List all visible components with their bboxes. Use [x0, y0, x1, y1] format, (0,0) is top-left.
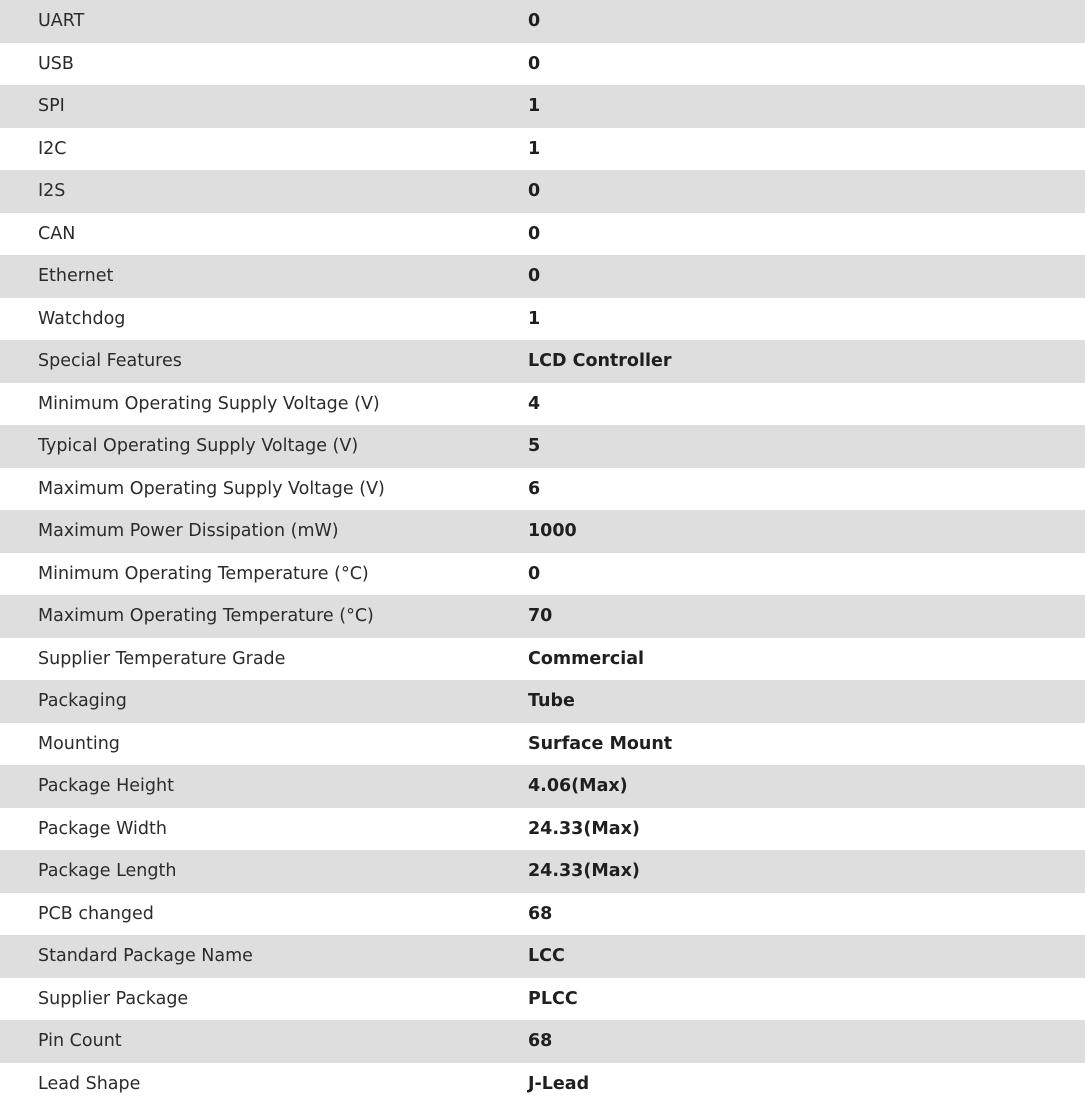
table-row	[0, 383, 1085, 426]
spec-value: Commercial	[528, 638, 1085, 681]
spec-label: Package Length	[0, 850, 528, 893]
spec-value: 1	[528, 85, 1085, 128]
spec-label: Supplier Package	[0, 978, 528, 1021]
spec-value: 0	[528, 553, 1085, 596]
spec-label: CAN	[0, 213, 528, 256]
spec-label: Minimum Operating Supply Voltage (V)	[0, 383, 528, 426]
spec-value: 5	[528, 425, 1085, 468]
spec-label: USB	[0, 43, 528, 86]
spec-value: Tube	[528, 680, 1085, 723]
spec-value: 6	[528, 468, 1085, 511]
spec-label: PCB changed	[0, 893, 528, 936]
table-row	[0, 85, 1085, 128]
spec-value: 1000	[528, 510, 1085, 553]
table-row	[0, 553, 1085, 596]
spec-value: 68	[528, 1020, 1085, 1063]
spec-value: 24.33(Max)	[528, 808, 1085, 851]
table-row	[0, 595, 1085, 638]
spec-label: Standard Package Name	[0, 935, 528, 978]
spec-value: LCD Controller	[528, 340, 1085, 383]
spec-label: I2C	[0, 128, 528, 171]
table-row	[0, 1020, 1085, 1063]
spec-label: Ethernet	[0, 255, 528, 298]
spec-label: Minimum Operating Temperature (°C)	[0, 553, 528, 596]
spec-value: LCC	[528, 935, 1085, 978]
table-row	[0, 978, 1085, 1021]
spec-value: PLCC	[528, 978, 1085, 1021]
spec-value: 1	[528, 128, 1085, 171]
spec-label: Typical Operating Supply Voltage (V)	[0, 425, 528, 468]
spec-label: Packaging	[0, 680, 528, 723]
spec-label: Maximum Operating Supply Voltage (V)	[0, 468, 528, 511]
table-row	[0, 893, 1085, 936]
table-row	[0, 213, 1085, 256]
spec-label: Maximum Power Dissipation (mW)	[0, 510, 528, 553]
spec-value: 4.06(Max)	[528, 765, 1085, 808]
table-row	[0, 468, 1085, 511]
table-row	[0, 510, 1085, 553]
spec-label: Package Height	[0, 765, 528, 808]
table-row	[0, 128, 1085, 171]
spec-label: I2S	[0, 170, 528, 213]
spec-value: 0	[528, 213, 1085, 256]
spec-label: Maximum Operating Temperature (°C)	[0, 595, 528, 638]
table-row	[0, 255, 1085, 298]
spec-value: 1	[528, 298, 1085, 341]
table-row	[0, 765, 1085, 808]
table-row	[0, 680, 1085, 723]
table-row	[0, 298, 1085, 341]
spec-label: Supplier Temperature Grade	[0, 638, 528, 681]
spec-value: 24.33(Max)	[528, 850, 1085, 893]
spec-value: 68	[528, 893, 1085, 936]
spec-value: Surface Mount	[528, 723, 1085, 766]
spec-label: SPI	[0, 85, 528, 128]
spec-label: Watchdog	[0, 298, 528, 341]
table-row	[0, 340, 1085, 383]
spec-value: 0	[528, 0, 1085, 43]
spec-label: Mounting	[0, 723, 528, 766]
table-row	[0, 935, 1085, 978]
spec-label: Pin Count	[0, 1020, 528, 1063]
spec-value: 0	[528, 43, 1085, 86]
spec-value: 70	[528, 595, 1085, 638]
table-row	[0, 638, 1085, 681]
table-row	[0, 43, 1085, 86]
spec-label: Special Features	[0, 340, 528, 383]
table-row	[0, 1063, 1085, 1105]
spec-label: UART	[0, 0, 528, 43]
spec-label: Lead Shape	[0, 1063, 528, 1105]
spec-value: 0	[528, 255, 1085, 298]
table-row	[0, 808, 1085, 851]
table-row	[0, 723, 1085, 766]
table-row	[0, 0, 1085, 43]
spec-label: Package Width	[0, 808, 528, 851]
spec-value: 4	[528, 383, 1085, 426]
spec-value: J-Lead	[528, 1063, 1085, 1105]
table-row	[0, 425, 1085, 468]
table-row	[0, 850, 1085, 893]
spec-value: 0	[528, 170, 1085, 213]
table-row	[0, 170, 1085, 213]
